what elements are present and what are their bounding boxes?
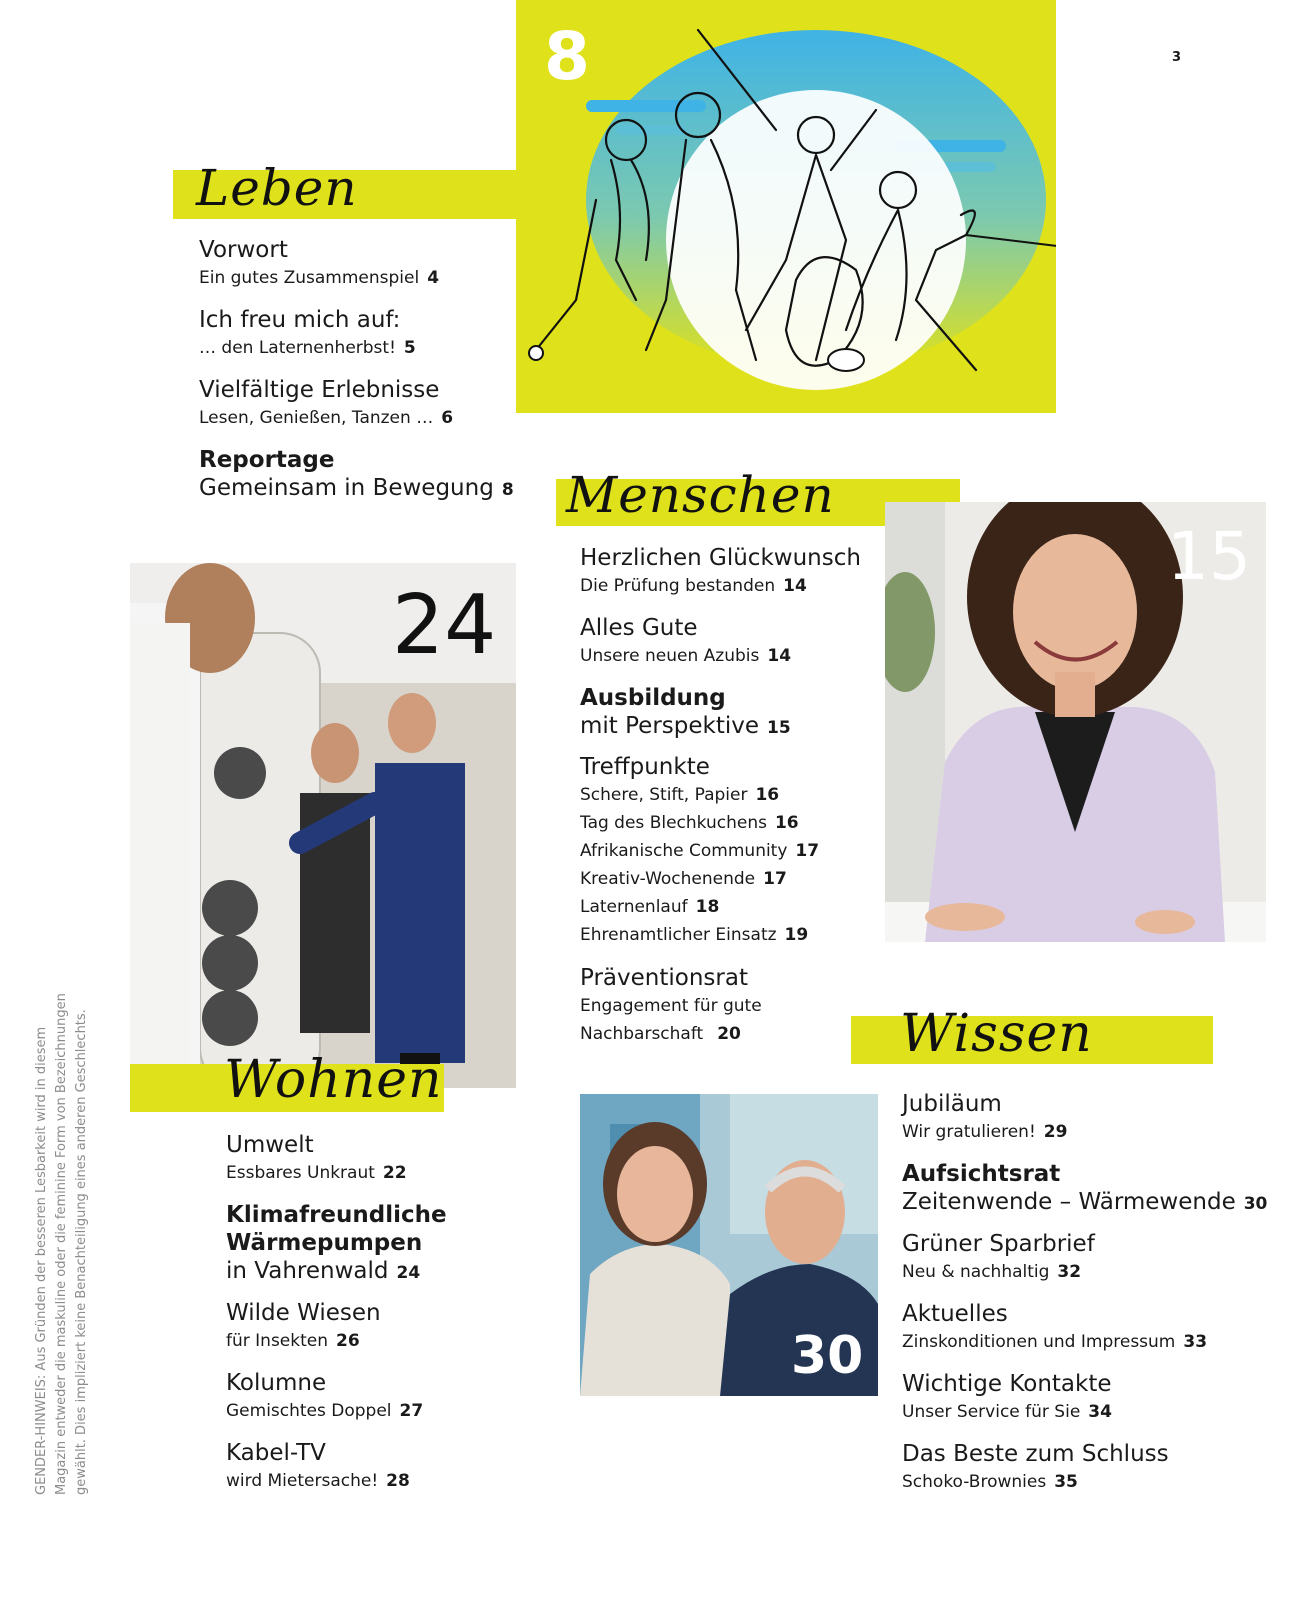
entry-title: Klimafreundliche [226,1202,447,1228]
toc-entry[interactable] [226,1369,423,1425]
toc-entry[interactable] [580,544,861,600]
entry-subtitle: Die Prüfung bestanden [580,576,776,596]
section-heading-leben: Leben [196,159,358,217]
section-heading-menschen: Menschen [566,466,835,524]
toc-entry[interactable] [902,1440,1169,1496]
list-item[interactable] [580,865,819,893]
entry-subtitle: Afrikanische Community [580,841,788,861]
entry-page: 8 [501,480,514,500]
entry-page: 33 [1183,1332,1208,1352]
entry-page: 30 [1243,1194,1268,1214]
entry-page: 26 [336,1331,360,1351]
toc-entry[interactable] [199,236,439,292]
toc-entry[interactable] [902,1370,1112,1426]
entry-title: Alles Gute [580,615,698,641]
entry-subtitle: für Insekten [226,1331,328,1351]
toc-entry[interactable] [199,306,416,362]
list-item[interactable] [580,837,819,865]
entry-page: 29 [1043,1122,1068,1142]
toc-entry[interactable] [199,446,514,504]
entry-subtitle: Ein gutes Zusammenspiel [199,268,420,288]
list-item[interactable] [580,921,819,949]
entry-page: 24 [396,1263,421,1283]
portrait-photo[interactable] [885,502,1266,942]
image-number: 24 [392,578,497,673]
entry-subtitle: Neu & nachhaltig [902,1262,1050,1282]
entry-page: 15 [767,718,791,738]
entry-page: 19 [784,925,809,945]
gender-note-line: GENDER-HINWEIS: Aus Gründen der besseren Lesbarkeit wird in diesem [34,1026,49,1495]
entry-page: 27 [399,1401,424,1421]
toc-entry[interactable] [902,1090,1067,1146]
sports-drawing [516,0,1056,413]
entry-subtitle: Tag des Blechkuchens [580,813,767,833]
toc-entry[interactable] [902,1300,1207,1356]
entry-page: 16 [755,785,780,805]
entry-title: Kolumne [226,1370,327,1396]
entry-page: 14 [783,576,807,596]
entry-page: 6 [441,408,454,428]
entry-title: Präventionsrat [580,965,748,991]
entry-page: 17 [763,869,787,889]
entry-page: 4 [427,268,440,288]
entry-page: 18 [695,897,720,917]
toc-entry[interactable] [580,753,819,949]
entry-subtitle: Kreativ-Wochenende [580,869,756,889]
entry-page: 16 [774,813,799,833]
heating-photo[interactable] [130,563,516,1088]
page-number: 3 [1172,50,1182,65]
entry-title: Wichtige Kontakte [902,1371,1112,1397]
entry-subtitle: Laternenlauf [580,897,688,917]
toc-entry[interactable] [902,1230,1095,1286]
entry-title: Jubiläum [902,1091,1002,1117]
entry-title: Umwelt [226,1132,314,1158]
entry-subtitle: Unser Service für Sie [902,1402,1081,1422]
entry-subtitle: Gemeinsam in Bewegung [199,475,494,501]
entry-subtitle: Gemischtes Doppel [226,1401,392,1421]
duo-photo[interactable] [580,1094,878,1396]
section-heading-wohnen: Wohnen [224,1050,443,1110]
gender-note [32,935,92,1495]
image-number: 30 [791,1326,864,1386]
entry-subtitle: Ehrenamtlicher Einsatz [580,925,777,945]
entry-subtitle: wird Mietersache! [226,1471,379,1491]
entry-page: 22 [382,1163,407,1183]
entry-subtitle: Essbares Unkraut [226,1163,375,1183]
gender-note-line: Magazin entweder die maskuline oder die feminine Form von Bezeichnungen [54,993,69,1495]
entry-title: Vielfältige Erlebnisse [199,377,440,403]
toc-entry[interactable] [199,376,453,432]
entry-title: Kabel-TV [226,1440,326,1466]
entry-subtitle: Zinskonditionen und Impressum [902,1332,1176,1352]
toc-entry[interactable] [226,1299,381,1355]
entry-subtitle: mit Perspektive [580,713,760,739]
section-heading-wissen: Wissen [900,1004,1093,1064]
entry-title: Treffpunkte [580,754,710,780]
list-item[interactable] [580,781,819,809]
image-number: 15 [1167,518,1251,595]
entry-title: Das Beste zum Schluss [902,1441,1169,1467]
entry-page: 5 [403,338,416,358]
entry-page: 14 [767,646,792,666]
entry-subtitle: … den Laternenherbst! [199,338,396,358]
entry-title: Aufsichtsrat [902,1161,1061,1187]
toc-entry[interactable] [226,1439,410,1495]
entry-subtitle: Engagement für gute [580,996,762,1016]
entry-title: Grüner Sparbrief [902,1231,1095,1257]
entry-title: Wärmepumpen [226,1230,423,1256]
entry-subtitle: Schoko-Brownies [902,1472,1047,1492]
list-item[interactable] [580,893,819,921]
entry-subtitle: Zeitenwende – Wärmewende [902,1189,1236,1215]
entry-title: Ich freu mich auf: [199,307,401,333]
image-number: 8 [544,18,590,95]
entry-page: 20 [717,1024,741,1044]
entry-page: 17 [795,841,820,861]
toc-entry[interactable] [902,1160,1267,1218]
entry-title: Reportage [199,447,335,473]
entry-title: Ausbildung [580,685,726,711]
entry-subtitle: Schere, Stift, Papier [580,785,748,805]
entry-title: Vorwort [199,237,288,263]
toc-entry[interactable] [226,1201,447,1287]
toc-entry[interactable] [226,1131,407,1187]
entry-subtitle: Wir gratulieren! [902,1122,1036,1142]
entry-page: 34 [1088,1402,1112,1422]
list-item[interactable] [580,809,819,837]
entry-subtitle: Lesen, Genießen, Tanzen … [199,408,434,428]
entry-subtitle: in Vahrenwald [226,1258,389,1284]
toc-entry[interactable] [580,684,791,742]
toc-entry[interactable] [580,964,762,1048]
toc-entry[interactable] [580,614,791,670]
entry-subtitle: Nachbarschaft [580,1024,704,1044]
entry-title: Aktuelles [902,1301,1008,1327]
entry-subtitle: Unsere neuen Azubis [580,646,760,666]
gender-note-line: gewählt. Dies impliziert keine Benachteiligung eines anderen Geschlechts. [74,1009,89,1495]
sports-illustration[interactable] [516,0,1056,413]
entry-page: 32 [1057,1262,1082,1282]
entry-page: 35 [1054,1472,1078,1492]
entry-title: Wilde Wiesen [226,1300,381,1326]
entry-page: 28 [386,1471,410,1491]
entry-title: Herzlichen Glückwunsch [580,545,861,571]
